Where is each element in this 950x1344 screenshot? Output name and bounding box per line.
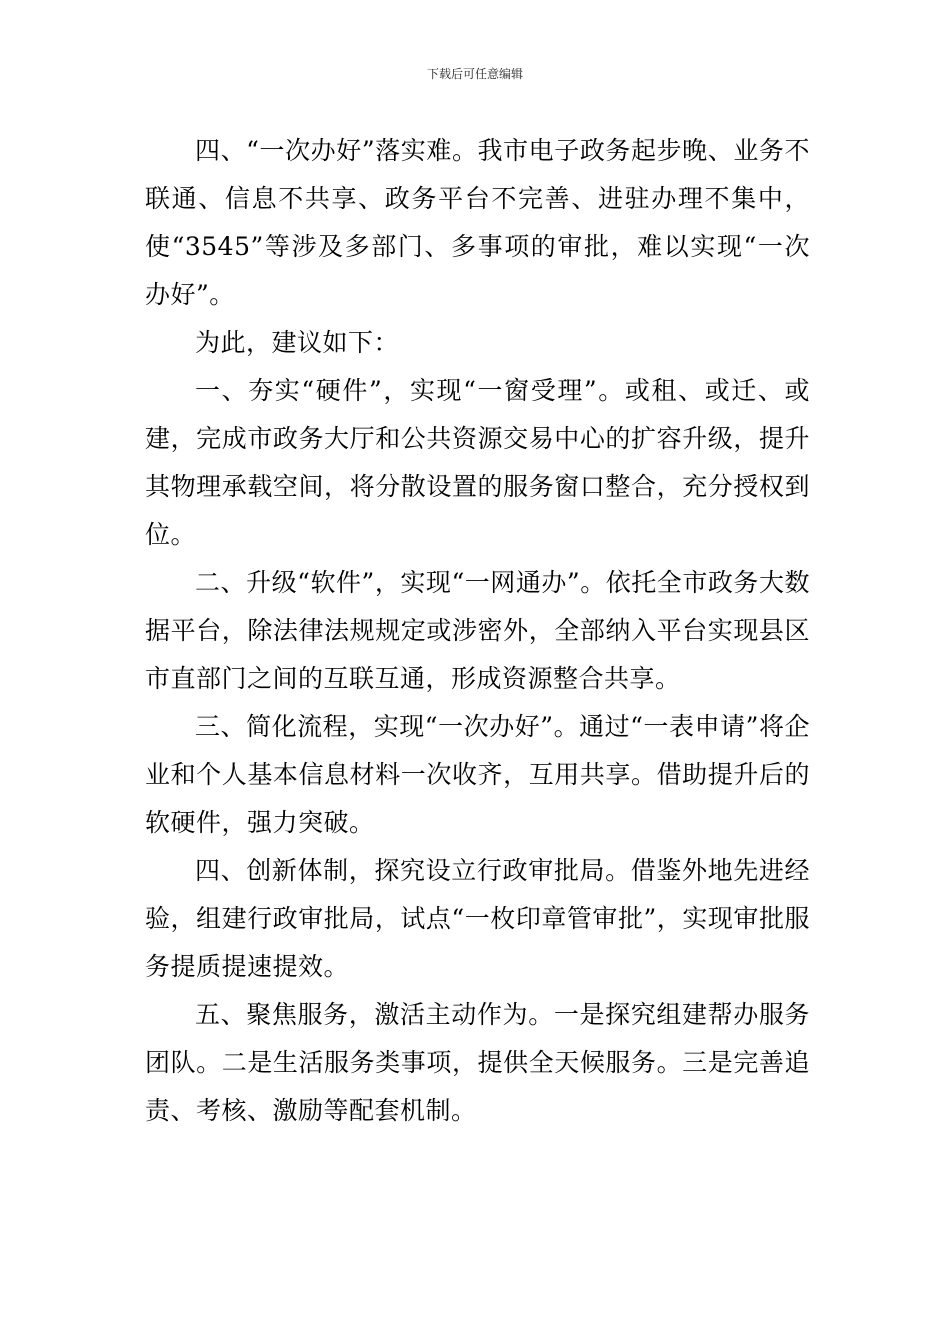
document-body <box>145 127 810 1135</box>
header-note: 下载后可任意编辑 <box>426 67 523 81</box>
paragraph-problem-four: 四、“一次办好”落实难。我市电子政务起步晚、业务不联通、信息不共享、政务平台不完善、进驻办理不集中，使“3545”等涉及多部门、多事项的审批，难以实现“一次办好”。 <box>145 136 810 309</box>
paragraph-suggestion-intro: 为此，建议如下： <box>195 328 400 357</box>
paragraph-suggestion-two: 二、升级“软件”，实现“一网通办”。依托全市政务大数据平台，除法律法规规定或涉密外，全部纳入平台实现县区市直部门之间的互联互通，形成资源整合共享。 <box>145 568 810 693</box>
paragraph-suggestion-three: 三、简化流程，实现“一次办好”。通过“一表申请”将企业和个人基本信息材料一次收齐，互用共享。借助提升后的软硬件，强力突破。 <box>145 712 810 837</box>
paragraph-suggestion-one: 一、夯实“硬件”，实现“一窗受理”。或租、或迁、或建，完成市政务大厅和公共资源交易中心的扩容升级，提升其物理承载空间，将分散设置的服务窗口整合，充分授权到位。 <box>145 376 810 549</box>
paragraph-suggestion-five: 五、聚焦服务，激活主动作为。一是探究组建帮办服务团队。二是生活服务类事项，提供全天候服务。三是完善追责、考核、激励等配套机制。 <box>145 1000 810 1125</box>
paragraph-suggestion-four: 四、创新体制，探究设立行政审批局。借鉴外地先进经验，组建行政审批局，试点“一枚印章管审批”，实现审批服务提质提速提效。 <box>145 856 810 981</box>
